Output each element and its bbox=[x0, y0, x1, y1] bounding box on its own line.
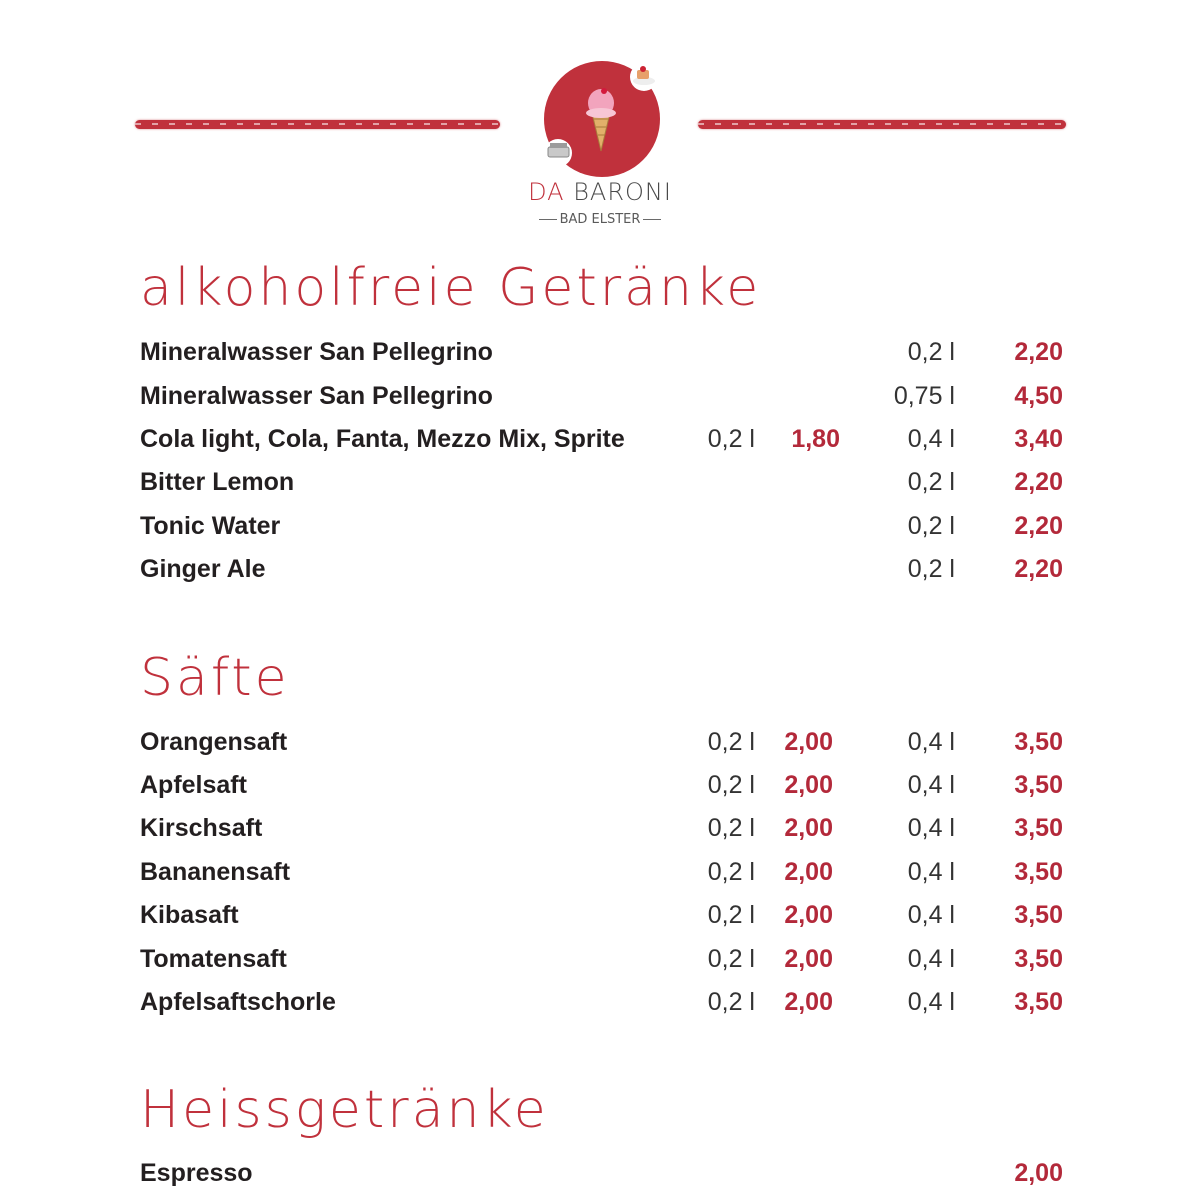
item-price-small: 1,80 bbox=[791, 425, 840, 453]
item-volume-large: 0,4 l bbox=[907, 901, 955, 929]
item-volume-large: 0,2 l bbox=[907, 512, 955, 540]
item-price-small: 2,00 bbox=[784, 945, 833, 973]
menu-item bbox=[0, 336, 1200, 368]
item-price-large: 2,20 bbox=[1014, 512, 1063, 540]
item-price-large: 2,20 bbox=[1014, 468, 1063, 496]
item-volume-small: 0,2 l bbox=[707, 771, 755, 799]
item-price-large: 3,50 bbox=[1014, 901, 1063, 929]
item-volume-small: 0,2 l bbox=[707, 988, 755, 1016]
item-price-large: 3,50 bbox=[1014, 814, 1063, 842]
brand-location bbox=[520, 212, 680, 227]
item-price-large: 2,20 bbox=[1014, 338, 1063, 366]
item-volume-large: 0,2 l bbox=[907, 468, 955, 496]
decorative-brush-stroke-left bbox=[135, 120, 500, 129]
dessert-box-icon bbox=[544, 139, 572, 167]
section-title-alkoholfreie-getraenke: alkoholfreie Getränke bbox=[140, 258, 762, 318]
item-name: Mineralwasser San Pellegrino bbox=[140, 382, 493, 410]
item-price-large: 3,50 bbox=[1014, 771, 1063, 799]
dessert-plate-icon bbox=[630, 63, 658, 91]
brand-location-text: BAD ELSTER bbox=[559, 212, 641, 227]
item-volume-small: 0,2 l bbox=[707, 728, 755, 756]
item-name: Tonic Water bbox=[140, 512, 281, 540]
item-name: Bananensaft bbox=[140, 858, 291, 886]
item-price-small: 2,00 bbox=[784, 814, 833, 842]
brand-baroni: BARONI bbox=[573, 178, 672, 206]
section-title-saefte: Säfte bbox=[140, 648, 290, 708]
item-name: Kirschsaft bbox=[140, 814, 263, 842]
item-volume-large: 0,4 l bbox=[907, 945, 955, 973]
item-volume-small: 0,2 l bbox=[707, 814, 755, 842]
item-volume-large: 0,4 l bbox=[907, 814, 955, 842]
item-price-large: 3,50 bbox=[1014, 858, 1063, 886]
item-volume-large: 0,4 l bbox=[907, 728, 955, 756]
menu-item bbox=[0, 423, 1200, 455]
menu-item bbox=[0, 466, 1200, 498]
item-volume-small: 0,2 l bbox=[707, 858, 755, 886]
item-price-large: 3,50 bbox=[1014, 988, 1063, 1016]
item-name: Orangensaft bbox=[140, 728, 288, 756]
item-volume-small: 0,2 l bbox=[707, 945, 755, 973]
item-volume-large: 0,75 l bbox=[893, 382, 955, 410]
menu-item bbox=[0, 899, 1200, 931]
item-name: Mineralwasser San Pellegrino bbox=[140, 338, 493, 366]
item-name: Kibasaft bbox=[140, 901, 239, 929]
menu-item bbox=[0, 1157, 1200, 1189]
divider bbox=[643, 219, 661, 220]
brand-name bbox=[520, 178, 680, 206]
item-price-large: 2,20 bbox=[1014, 555, 1063, 583]
section-title-heissgetraenke: Heissgetränke bbox=[140, 1080, 549, 1140]
item-price-small: 2,00 bbox=[784, 771, 833, 799]
item-name: Apfelsaftschorle bbox=[140, 988, 336, 1016]
item-name: Cola light, Cola, Fanta, Mezzo Mix, Sprite bbox=[140, 425, 625, 453]
menu-item bbox=[0, 943, 1200, 975]
menu-item bbox=[0, 769, 1200, 801]
item-volume-large: 0,4 l bbox=[907, 771, 955, 799]
decorative-brush-stroke-right bbox=[698, 120, 1066, 129]
menu-item bbox=[0, 553, 1200, 585]
menu-item bbox=[0, 856, 1200, 888]
item-price-large: 3,40 bbox=[1014, 425, 1063, 453]
item-name: Espresso bbox=[140, 1159, 253, 1187]
item-name: Apfelsaft bbox=[140, 771, 247, 799]
item-name: Bitter Lemon bbox=[140, 468, 295, 496]
item-price-large: 3,50 bbox=[1014, 945, 1063, 973]
item-volume-large: 0,4 l bbox=[907, 988, 955, 1016]
menu-item bbox=[0, 510, 1200, 542]
item-price-small: 2,00 bbox=[784, 901, 833, 929]
item-volume-large: 0,4 l bbox=[907, 425, 955, 453]
divider bbox=[539, 219, 557, 220]
item-volume-large: 0,4 l bbox=[907, 858, 955, 886]
item-name: Ginger Ale bbox=[140, 555, 266, 583]
item-volume-large: 0,2 l bbox=[907, 555, 955, 583]
menu-item bbox=[0, 812, 1200, 844]
item-volume-large: 0,2 l bbox=[907, 338, 955, 366]
brand-da: DA bbox=[528, 178, 565, 206]
item-price-large: 4,50 bbox=[1014, 382, 1063, 410]
item-name: Tomatensaft bbox=[140, 945, 287, 973]
da-baroni-logo bbox=[520, 55, 680, 235]
item-price-small: 2,00 bbox=[784, 988, 833, 1016]
menu-item bbox=[0, 986, 1200, 1018]
item-volume-small: 0,2 l bbox=[707, 425, 755, 453]
item-price-large: 2,00 bbox=[1014, 1159, 1063, 1187]
item-price-small: 2,00 bbox=[784, 728, 833, 756]
menu-item bbox=[0, 380, 1200, 412]
menu-item bbox=[0, 726, 1200, 758]
item-volume-small: 0,2 l bbox=[707, 901, 755, 929]
item-price-small: 2,00 bbox=[784, 858, 833, 886]
item-price-large: 3,50 bbox=[1014, 728, 1063, 756]
